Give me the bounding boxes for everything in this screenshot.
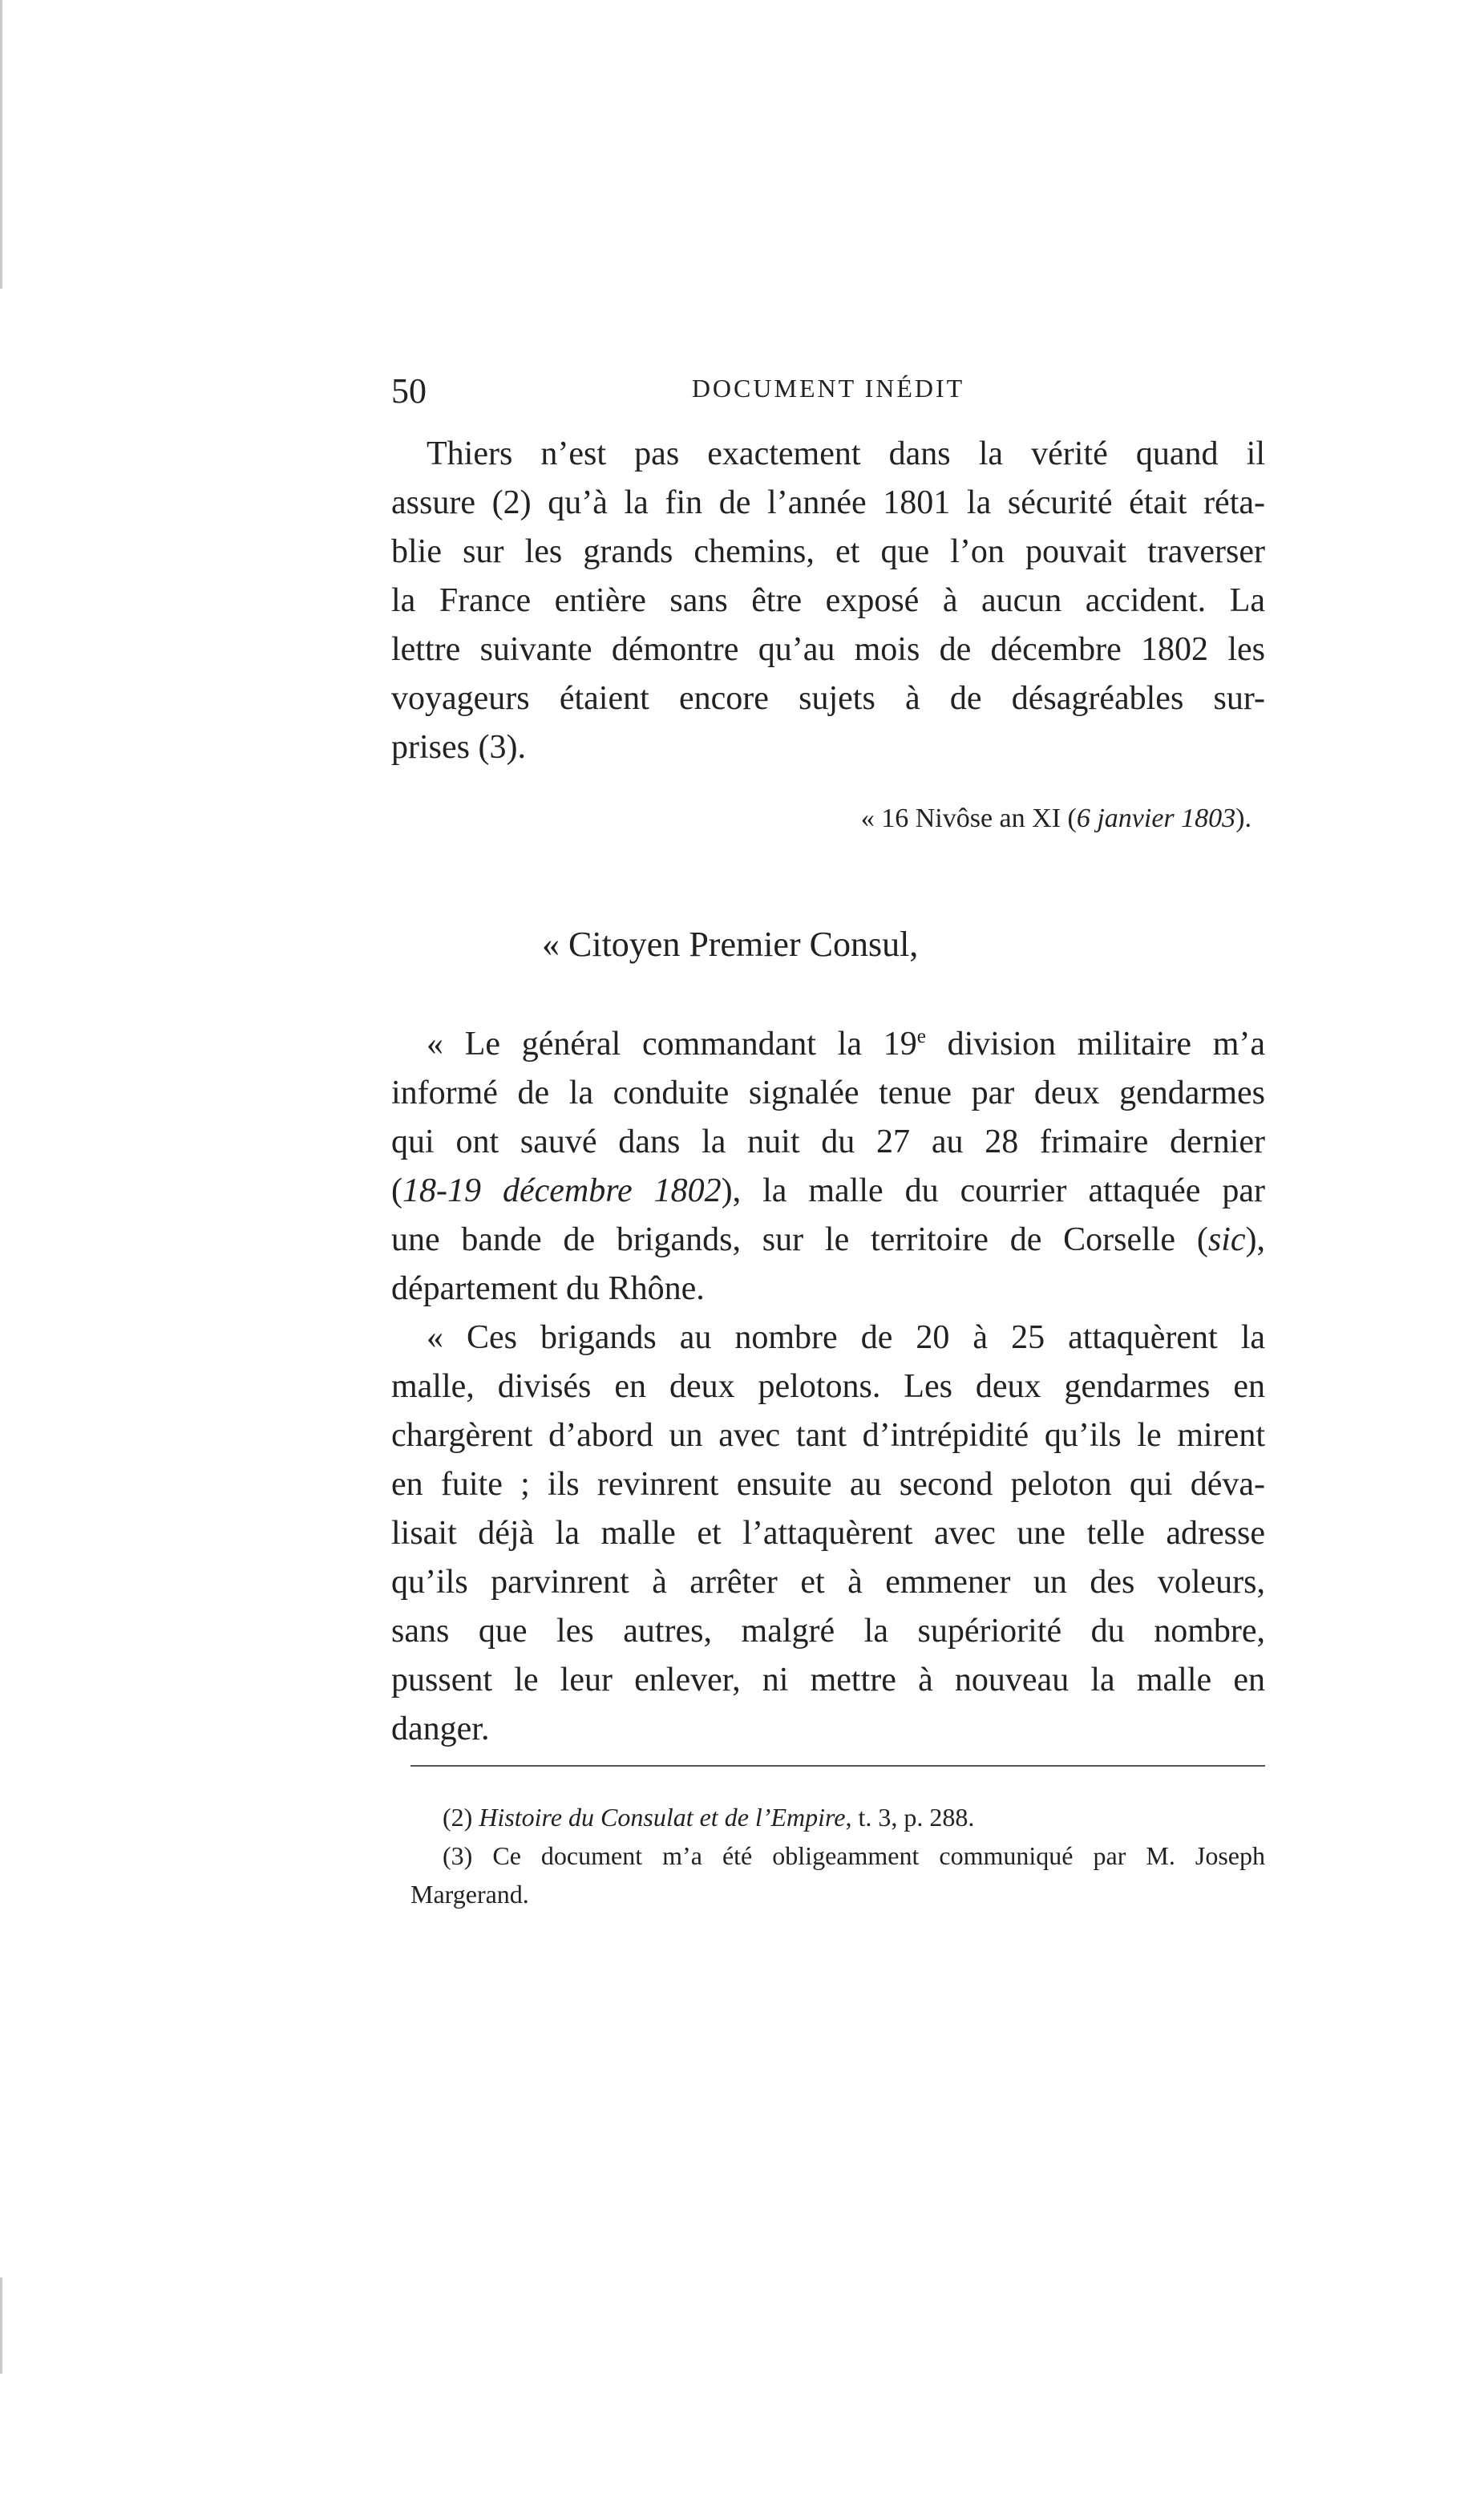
intro-line: blie sur les grands chemins, et que l’on pouvait traverser <box>391 533 1265 570</box>
intro-line: prises (3). <box>391 729 526 766</box>
italic-sic: sic <box>1207 1221 1246 1258</box>
dateline-suffix: ). <box>1235 804 1251 833</box>
intro-paragraph <box>391 430 1265 772</box>
letter-text: division militaire m’a <box>925 1026 1265 1063</box>
letter-text: ), <box>1245 1221 1265 1258</box>
page-header <box>391 370 1265 411</box>
letter-body <box>391 1020 1265 1754</box>
footnote-title: Histoire du Consulat et de l’Empire <box>479 1803 846 1832</box>
letter-line: danger. <box>391 1711 490 1747</box>
letter-line <box>391 1020 1265 1069</box>
running-title: DOCUMENT INÉDIT <box>691 374 965 403</box>
letter-text: « Le général commandant la 19 <box>427 1026 917 1063</box>
intro-line: assure (2) qu’à la fin de l’année 1801 la sécurité était réta- <box>391 484 1265 521</box>
intro-line: voyageurs étaient encore sujets à de désagréables sur- <box>391 680 1265 717</box>
letter-text: une bande de brigands, sur le territoire de Corselle ( <box>391 1221 1208 1258</box>
letter-line: qu’ils parvinrent à arrêter et à emmener un des voleurs, <box>391 1564 1265 1601</box>
intro-line: Thiers n’est pas exactement dans la vérité quand il <box>427 435 1265 472</box>
letter-dateline <box>861 804 1251 834</box>
letter-line: « Ces brigands au nombre de 20 à 25 attaquèrent la <box>427 1319 1265 1356</box>
letter-line: chargèrent d’abord un avec tant d’intrépidité qu’ils le mirent <box>391 1417 1265 1454</box>
letter-line: pussent le leur enlever, ni mettre à nouveau la malle en <box>391 1662 1265 1698</box>
page-number: 50 <box>391 371 427 411</box>
letter-text: ), la malle du courrier attaquée par <box>721 1172 1266 1209</box>
italic-date: 18-19 décembre 1802 <box>402 1172 722 1209</box>
letter-text: ( <box>391 1172 402 1209</box>
dateline-date: 6 janvier 1803 <box>1076 804 1236 833</box>
letter-line <box>391 1216 1265 1265</box>
intro-line: lettre suivante démontre qu’au mois de décembre 1802 les <box>391 631 1265 668</box>
letter-line: sans que les autres, malgré la supériorité du nombre, <box>391 1613 1265 1650</box>
page-edge-shadow-lower <box>0 2277 2 2374</box>
intro-line: la France entière sans être exposé à aucun accident. La <box>391 582 1265 619</box>
letter-line: malle, divisés en deux pelotons. Les deux gendarmes en <box>391 1368 1265 1405</box>
page-edge-shadow <box>0 0 2 289</box>
footnote-2 <box>410 1798 1265 1836</box>
superscript: e <box>916 1026 926 1047</box>
footnote-3: (3) Ce document m’a été obligeamment communiqué par M. Joseph <box>443 1841 1265 1870</box>
letter-line: informé de la conduite signalée tenue par deux gendarmes <box>391 1075 1265 1111</box>
letter-line: qui ont sauvé dans la nuit du 27 au 28 frimaire dernier <box>391 1123 1265 1160</box>
letter-line: lisait déjà la malle et l’attaquèrent avec une telle adresse <box>391 1515 1265 1552</box>
letter-salutation: « Citoyen Premier Consul, <box>542 925 919 964</box>
dateline-prefix: « 16 Nivôse an XI ( <box>860 804 1077 833</box>
footnote-rule <box>410 1765 1265 1767</box>
footnote-3-cont: Margerand. <box>410 1880 529 1909</box>
footnotes <box>410 1798 1265 1913</box>
letter-line: en fuite ; ils revinrent ensuite au second peloton qui déva- <box>391 1466 1265 1503</box>
letter-line <box>391 1167 1265 1216</box>
letter-line: département du Rhône. <box>391 1270 705 1307</box>
footnote-number: (2) <box>443 1803 479 1832</box>
footnote-text: , t. 3, p. 288. <box>845 1803 975 1832</box>
